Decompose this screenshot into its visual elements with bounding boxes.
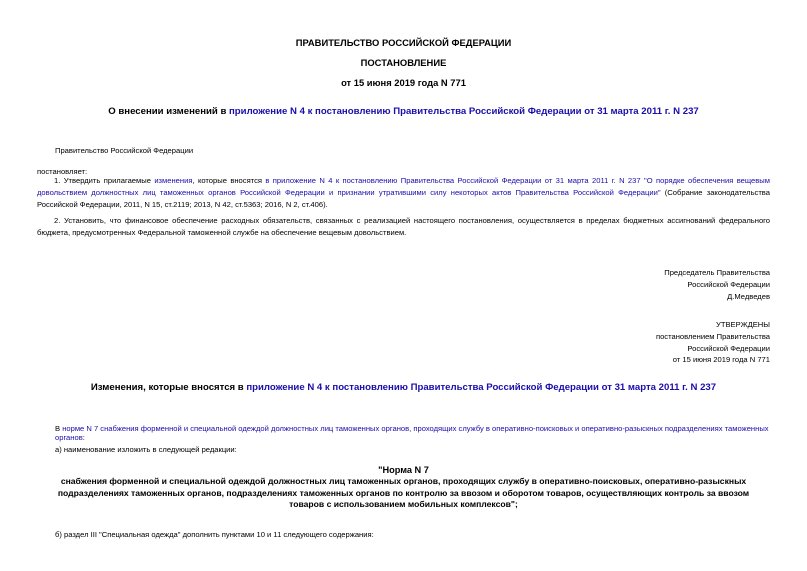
norm-text: снабжения форменной и специальной одеждой должностных лиц таможенных органов, проходящих службу в оперативно-поисковых, оперативно-разыскных подразделениях таможенных органов, подразделениях таможенных органов по контролю за ввозом и оборотом товаров, осуществляющих контроль за ввозом товаров с использованием мобильных комплексов"; (57, 476, 750, 509)
paragraph-2: 2. Установить, что финансовое обеспечение расходных обязательств, связанных с реализацией настоящего постановления, осуществляется в пределах бюджетных ассигнований федерального бюджета, предусмотренных Федеральной таможенной службе на обеспечение вещевым довольствием. (37, 216, 770, 237)
approved-by: постановлением Правительства (655, 332, 770, 341)
signature-title: Председатель Правительства (664, 268, 770, 277)
p1-link-changes[interactable]: изменения (154, 176, 193, 185)
changes-title (0, 382, 807, 393)
approved-label: УТВЕРЖДЕНЫ (716, 320, 770, 329)
p1-text-b: , которые вносятся (192, 176, 266, 185)
title-prefix: О внесении изменений в (108, 106, 230, 117)
changes-title-link[interactable]: приложение N 4 к постановлению Правительства Российской Федерации от 31 марта 2011 г. N 237 (246, 382, 717, 393)
norm-heading: "Норма N 7 (378, 465, 429, 475)
p1-text-c: (Собрание законодательства Российской Федерации, 2011, N 15, ст.2119; 2013, N 42, ст.5363; 2016, N 2, ст.406). (37, 188, 770, 209)
government-heading: ПРАВИТЕЛЬСТВО РОССИЙСКОЙ ФЕДЕРАЦИИ (295, 37, 512, 48)
signature-title-2: Российской Федерации (687, 280, 770, 289)
document-type: ПОСТАНОВЛЕНИЕ (360, 57, 447, 68)
approved-by-2: Российской Федерации (687, 344, 770, 353)
document-date-number: от 15 июня 2019 года N 771 (341, 77, 466, 88)
government-line: Правительство Российской Федерации (55, 146, 194, 155)
p1-text-a: 1. Утвердить прилагаемые (54, 176, 155, 185)
changes-intro (55, 424, 770, 442)
item-b: б) раздел III "Специальная одежда" дополнить пунктами 10 и 11 следующего содержания: (55, 530, 374, 539)
changes-intro-prefix: В (55, 424, 63, 433)
signature-name: Д.Медведев (727, 292, 770, 301)
norm7-link[interactable]: норме N 7 снабжения форменной и специальной одеждой должностных лиц таможенных органов, проходящих службу в оперативно-поисковых и оперативно-разыскных подразделениях таможенных органов (55, 424, 769, 442)
document-title (0, 106, 807, 117)
approved-date: от 15 июня 2019 года N 771 (672, 355, 770, 364)
p1-link-annex[interactable]: в приложение N 4 к постановлению Правительства Российской Федерации от 31 марта 2011 г. N 237 "О порядке обеспечения вещевым довольствием должностных лиц таможенных органов Российской Федерации и признании утратившими силу некоторых актов Правительства Российской Федерации" (37, 176, 770, 197)
paragraph-1 (37, 175, 770, 211)
title-link[interactable]: приложение N 4 к постановлению Правительства Российской Федерации от 31 марта 2011 г. N 237 (229, 106, 699, 117)
changes-intro-suffix: : (82, 433, 85, 442)
changes-title-prefix: Изменения, которые вносятся в (90, 382, 247, 393)
decides-line: постановляет: (37, 167, 88, 176)
item-a: а) наименование изложить в следующей редакции: (55, 445, 237, 454)
